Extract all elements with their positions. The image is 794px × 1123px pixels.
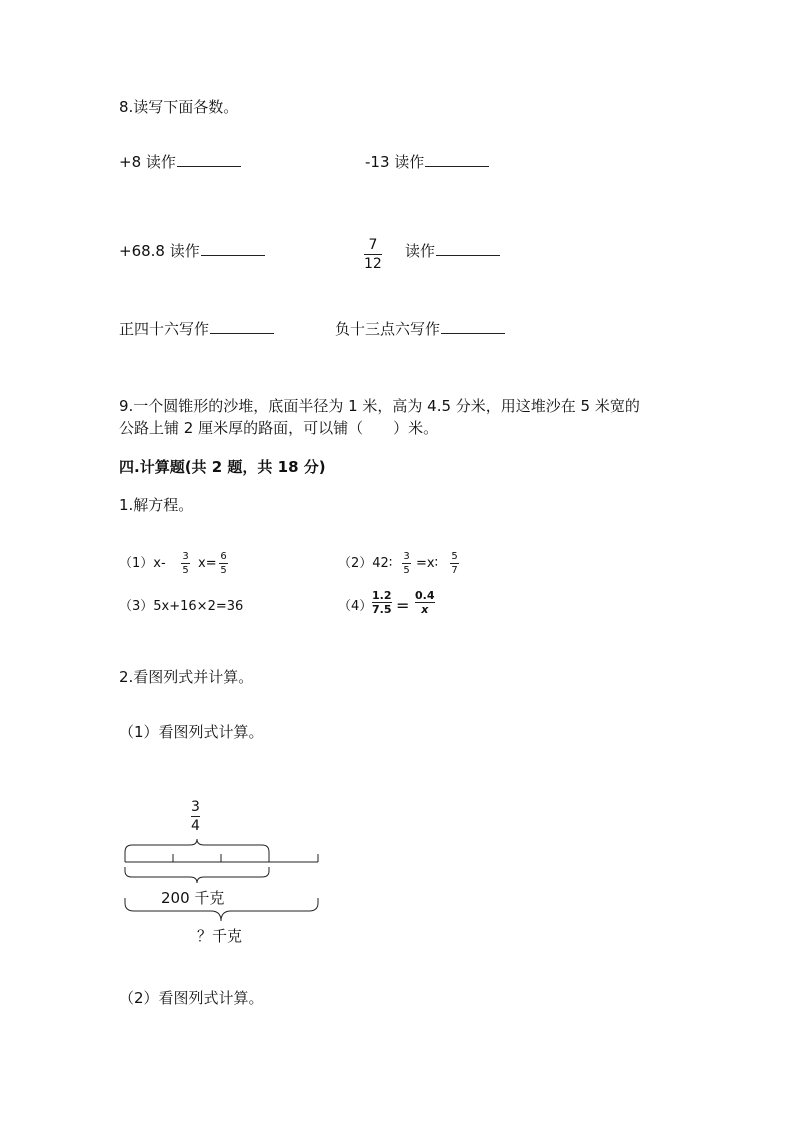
- q8-item-1-text: +8 读作: [119, 153, 176, 171]
- equation-part: x-: [153, 556, 166, 571]
- q2-sub-2: （2）看图列式计算。: [119, 989, 264, 1007]
- equation-label: （2）: [338, 556, 373, 571]
- q8-item-3-text: +68.8 读作: [119, 242, 200, 260]
- q8-title: 8.读写下面各数。: [119, 98, 239, 116]
- fraction-numerator: 7: [368, 237, 378, 253]
- fraction-denominator: 5: [403, 565, 410, 576]
- q9-line-1: 9.一个圆锥形的沙堆，底面半径为 1 米，高为 4.5 分米，用这堆沙在 5 米宽的: [119, 397, 640, 415]
- q1-title: 1.解方程。: [119, 496, 194, 514]
- fraction-denominator: 7: [451, 565, 458, 576]
- equation-part: 42∶: [372, 556, 393, 571]
- section-heading: 四.计算题(共 2 题，共 18 分): [119, 458, 326, 476]
- diagram-known-label: 200 千克: [161, 889, 225, 907]
- known-brace: [125, 867, 269, 883]
- fraction-denominator: 7.5: [372, 603, 392, 616]
- q9-line-2: 公路上铺 2 厘米厚的路面，可以铺（ ）米。: [119, 419, 439, 437]
- fraction-numerator: 5: [451, 551, 458, 562]
- equation-4-label: （4）: [338, 599, 373, 614]
- fraction-numerator: 3: [403, 551, 410, 562]
- q2-title: 2.看图列式并计算。: [119, 668, 254, 686]
- diagram-unknown-label: ？千克: [197, 927, 243, 945]
- equation-label: （1）: [119, 556, 154, 571]
- fraction-numerator: 0.4: [415, 589, 435, 602]
- fraction-denominator: 5: [182, 565, 189, 576]
- equation-label: （3）: [119, 599, 154, 614]
- equation-2-part-2: =x∶: [416, 556, 438, 571]
- fraction-denominator: 4: [191, 818, 200, 834]
- top-brace: [125, 839, 269, 857]
- q8-item-2-text: -13 读作: [365, 153, 425, 171]
- equation-4-equals: =: [396, 596, 410, 615]
- q8-item-5-text: 正四十六写作: [119, 320, 210, 338]
- fraction-numerator: 6: [220, 551, 227, 562]
- fraction-numerator: 3: [182, 551, 189, 562]
- equation-1-part-2: x=: [198, 556, 217, 571]
- fraction-denominator: x: [421, 603, 429, 616]
- equation-text: 5x+16×2=36: [153, 599, 244, 614]
- q2-sub-1: （1）看图列式计算。: [119, 723, 264, 741]
- q8-item-6-text: 负十三点六写作: [335, 320, 441, 338]
- fraction-numerator: 1.2: [372, 589, 392, 602]
- q8-item-4-text: 读作: [405, 242, 436, 260]
- fraction-numerator: 3: [191, 799, 200, 815]
- fraction-denominator: 12: [364, 256, 382, 272]
- fraction-denominator: 5: [220, 565, 227, 576]
